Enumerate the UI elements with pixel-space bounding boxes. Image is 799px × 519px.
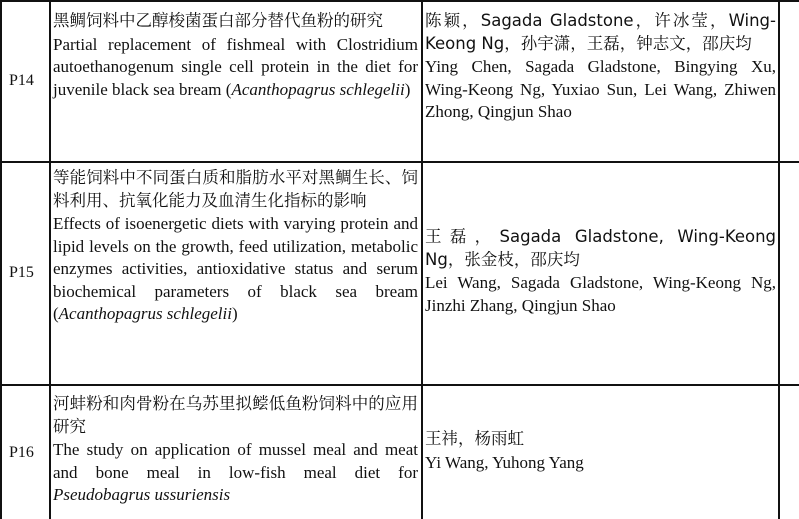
paper-title-en-text: Partial replacement of fishmeal with Clostridium autoethanogenum single cell protein in the diet for juvenile black sea bream [53, 34, 418, 99]
authors-en: Lei Wang, Sagada Gladstone, Wing-Keong Ng, Jinzhi Zhang, Qingjun Shao [425, 273, 776, 315]
row-divider [0, 161, 799, 163]
paper-title-zh: 河蚌粉和肉骨粉在乌苏里拟鲿低鱼粉饲料中的应用研究 [53, 394, 418, 436]
table-row-id: P15 [9, 264, 34, 281]
table-row-id: P14 [9, 72, 34, 89]
paper-authors [424, 428, 776, 474]
paper-title [52, 393, 420, 507]
row-divider [0, 0, 799, 2]
paper-title [52, 10, 420, 101]
paper-title [52, 167, 420, 326]
table-row-id: P16 [9, 444, 34, 461]
paper-authors [424, 226, 776, 317]
authors-en: Ying Chen, Sagada Gladstone, Bingying Xu, Wing-Keong Ng, Yuxiao Sun, Lei Wang, Zhiwen Zhong, Qingjun Shao [425, 57, 776, 121]
paper-title-en-text: The study on application of mussel meal and meat and bone meal in low-fish meal diet for [53, 440, 418, 482]
paper-title-en: Partial replacement of fishmeal with Clostridium autoethanogenum single cell protein in the diet for juvenile black sea bream (Acanthopagrus schlegelii) [53, 34, 418, 99]
species-name: Pseudobagrus ussuriensis [53, 485, 231, 504]
paper-title-en [53, 439, 418, 507]
column-divider [778, 0, 780, 519]
authors-zh: 王祎，杨雨虹 [425, 429, 524, 448]
column-divider [49, 0, 51, 519]
species-name: Acanthopagrus schlegelii [58, 304, 232, 323]
species-name: Acanthopagrus schlegelii [231, 79, 405, 99]
paper-title-en-text: Effects of isoenergetic diets with varying protein and lipid levels on the growth, feed utilization, metabolic enzymes activities, antioxidative status and serum biochemical parameters of black sea bream [53, 214, 418, 301]
paper-authors [424, 10, 776, 124]
paper-title-en: Effects of isoenergetic diets with varying protein and lipid levels on the growth, feed utilization, metabolic enzymes activities, antioxidative status and serum biochemical parameters of black sea bream (Acanthopagrus schlegelii) [53, 214, 418, 323]
row-divider [0, 384, 799, 386]
authors-en: Yi Wang, Yuhong Yang [425, 452, 584, 472]
authors-zh: 王磊，Sagada Gladstone, Wing-Keong Ng，张金枝，邵庆均 [425, 227, 776, 269]
column-divider [421, 0, 423, 519]
paper-title-zh: 黑鲷饲料中乙醇梭菌蛋白部分替代鱼粉的研究 [53, 11, 383, 30]
paper-title-zh: 等能饲料中不同蛋白质和脂肪水平对黑鲷生长、饲料利用、抗氧化能力及血清生化指标的影响 [53, 168, 418, 210]
authors-zh: 陈颖，Sagada Gladstone，许冰莹，Wing-Keong Ng，孙宇潇，王磊，钟志文，邵庆均 [425, 11, 776, 53]
